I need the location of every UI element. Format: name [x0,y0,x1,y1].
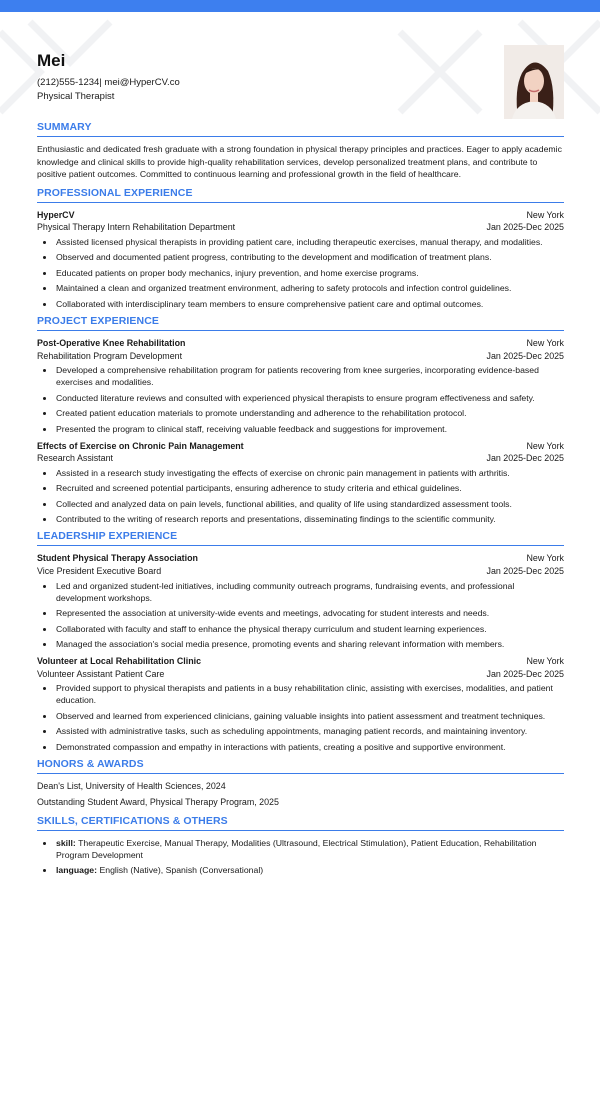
honor-item: Dean's List, University of Health Sciences, 2024 [37,780,226,791]
skill-value: Therapeutic Exercise, Manual Therapy, Modalities (Ultrasound, Electrical Stimulation), Patient Education, Rehabilitation Program Development [56,837,537,860]
bullet-item: • Provided support to physical therapists and patients in a busy rehabilitation clinic, assisting with exercises, modalities, and patient education. [55,682,564,706]
entry-dates: Jan 2025-Dec 2025 [486,222,564,233]
entry-role: Volunteer Assistant Patient Care [37,668,165,679]
bullet-item: • Represented the association at university-wide events and meetings, advocating for student interests and needs. [55,607,564,619]
entry-bullets [37,236,564,310]
contact-line: (212)555-1234| mei@HyperCV.co [37,77,180,88]
bullet-item: • Collected and analyzed data on pain levels, functional abilities, and quality of life using standardized assessment tools. [55,498,564,510]
entry-role: Vice President Executive Board [37,565,162,576]
entry-dates: Jan 2025-Dec 2025 [486,350,564,361]
entry-organization: HyperCV [37,209,75,220]
honors-section [37,758,564,809]
summary-section [37,121,564,181]
job-title: Physical Therapist [37,91,115,102]
bullet-item: • Observed and learned from experienced clinicians, gaining valuable insights into patient assessment and treatment techniques. [55,710,564,722]
bullet-item: • Presented the program to clinical staff, receiving valuable feedback and suggestions for improvement. [55,423,564,435]
candidate-name: Mei [37,51,66,70]
entry-bullets [37,580,564,651]
summary-text: Enthusiastic and dedicated fresh graduate with a strong foundation in physical therapy principles and practices. Eager to apply academic knowledge and clinical skills to provide high-quality rehabilitation services, develop personalized treatment plans, and contribute to positive patient outcomes. Committed to continuous learning and professional growth in the field of healthcare. [37,144,562,180]
leadership-entry [37,552,564,650]
entry-dates: Jan 2025-Dec 2025 [486,668,564,679]
top-accent-bar [0,0,600,12]
entry-organization: Effects of Exercise on Chronic Pain Management [37,440,244,451]
skill-item [55,837,564,861]
entry-role: Research Assistant [37,453,113,464]
bullet-item: • Observed and documented patient progress, contributing to the development and modification of treatment plans. [55,251,564,263]
resume-page [37,51,564,881]
bullet-item: • Assisted in a research study investigating the effects of exercise on chronic pain management in patients with arthritis. [55,467,564,479]
bullet-item: • Created patient education materials to promote understanding and adherence to the rehabilitation protocol. [55,407,564,419]
bullet-item: • Educated patients on proper body mechanics, injury prevention, and home exercise programs. [55,267,564,279]
bullet-item: • Assisted with administrative tasks, such as scheduling appointments, managing patient records, and maintaining inventory. [55,725,564,737]
bullet-item: • Managed the association's social media presence, promoting events and sharing relevant information with members. [55,638,564,650]
project-entry [37,337,564,435]
section-heading: PROJECT EXPERIENCE [37,315,564,331]
leadership-entry [37,655,564,753]
entry-location: New York [526,656,564,667]
entry-location: New York [526,209,564,220]
entry-bullets [37,682,564,753]
experience-entry [37,209,564,310]
skills-list [37,837,564,877]
entry-location: New York [526,440,564,451]
entry-role: Physical Therapy Intern Rehabilitation Department [37,222,236,233]
entry-organization: Post-Operative Knee Rehabilitation [37,337,186,348]
section-heading: LEADERSHIP EXPERIENCE [37,530,564,546]
honor-item: Outstanding Student Award, Physical Therapy Program, 2025 [37,797,279,808]
section-heading: PROFESSIONAL EXPERIENCE [37,187,564,203]
bullet-item: • Led and organized student-led initiatives, including community outreach programs, fundraising events, and professional development workshops. [55,580,564,604]
profile-photo [504,45,564,119]
bullet-item: • Demonstrated compassion and empathy in interactions with patients, creating a positive and supportive environment. [55,741,564,753]
bullet-item: • Maintained a clean and organized treatment environment, adhering to safety protocols and infection control guidelines. [55,282,564,294]
entry-organization: Student Physical Therapy Association [37,553,198,564]
bullet-item: • Collaborated with interdisciplinary team members to ensure comprehensive patient care and optimal outcomes. [55,298,564,310]
entry-dates: Jan 2025-Dec 2025 [486,453,564,464]
bullet-item: • Conducted literature reviews and consulted with experienced physical therapists to ensure program effectiveness and safety. [55,392,564,404]
skill-item [55,864,564,876]
skill-value: English (Native), Spanish (Conversational) [99,865,264,876]
project-entry [37,440,564,526]
entry-role: Rehabilitation Program Development [37,350,183,361]
entry-location: New York [526,337,564,348]
professional-experience-section [37,187,564,310]
entry-location: New York [526,553,564,564]
entry-bullets [37,467,564,526]
entry-bullets [37,364,564,435]
project-experience-section [37,315,564,525]
bullet-item: • Recruited and screened potential participants, ensuring adherence to study criteria and ethical guidelines. [55,482,564,494]
section-heading: SUMMARY [37,121,564,137]
bullet-item: • Developed a comprehensive rehabilitation program for patients recovering from knee surgeries, incorporating evidence-based exercises and modalities. [55,364,564,388]
bullet-item: • Assisted licensed physical therapists in providing patient care, including therapeutic exercises, manual therapy, and modalities. [55,236,564,248]
entry-organization: Volunteer at Local Rehabilitation Clinic [37,656,202,667]
bullet-item: • Collaborated with faculty and staff to enhance the physical therapy curriculum and student learning experiences. [55,623,564,635]
resume-header [37,51,564,121]
bullet-item: • Contributed to the writing of research reports and presentations, disseminating findings to the scientific community. [55,513,564,525]
section-heading: SKILLS, CERTIFICATIONS & OTHERS [37,815,564,831]
skills-section [37,815,564,877]
skill-label: language: [56,865,98,876]
leadership-experience-section [37,530,564,752]
section-heading: HONORS & AWARDS [37,758,564,774]
entry-dates: Jan 2025-Dec 2025 [486,565,564,576]
skill-label: skill: [56,837,76,848]
